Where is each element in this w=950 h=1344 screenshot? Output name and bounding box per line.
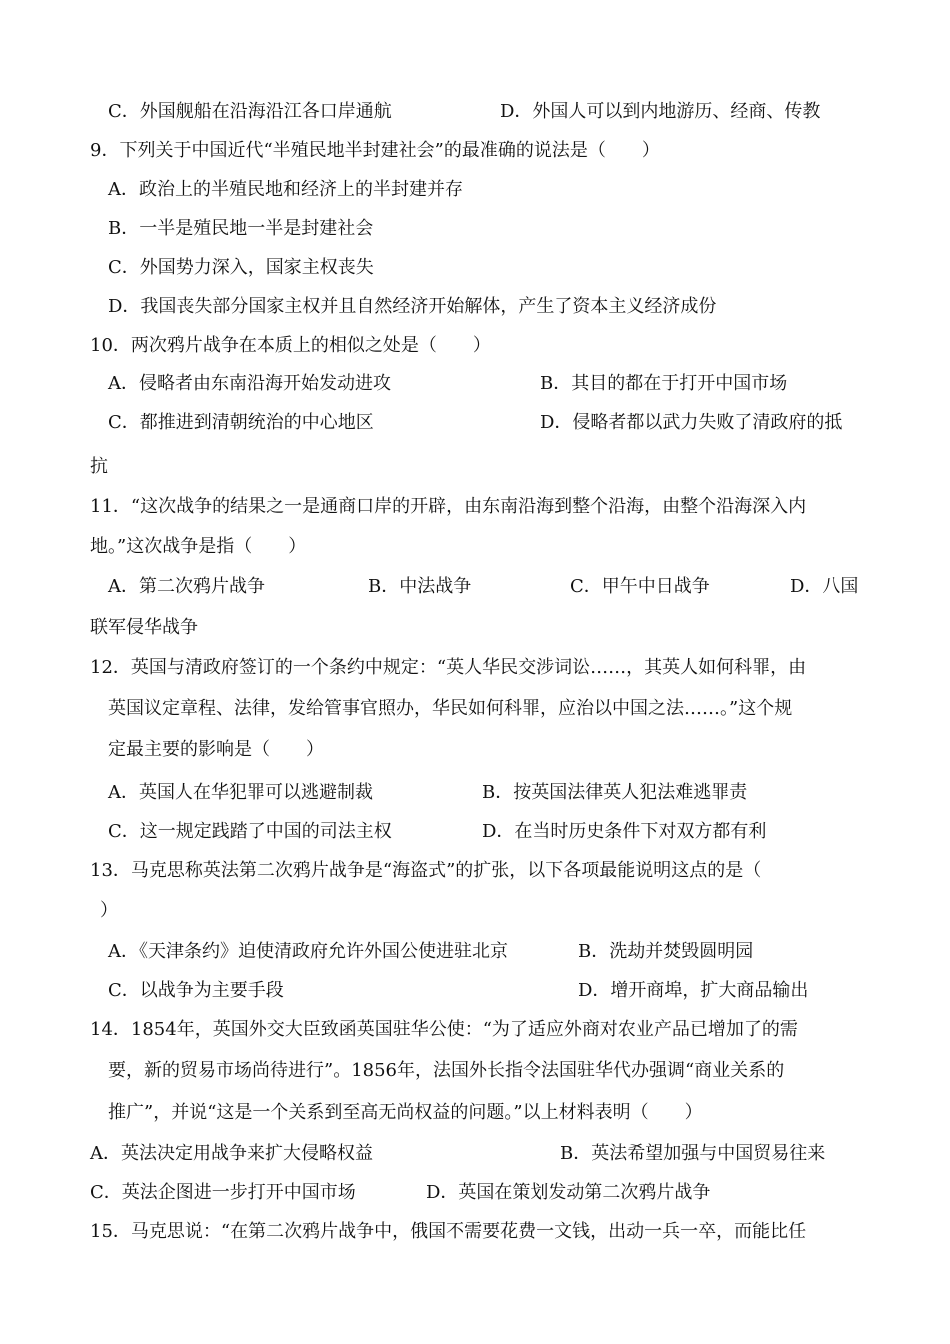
q14-option-d: D．英国在策划发动第二次鸦片战争 [426, 1182, 711, 1203]
q13-option-a: A．《天津条约》迫使清政府允许外国公使进驻北京 [108, 941, 508, 962]
q14-stem-line1: 14．1854年，英国外交大臣致函英国驻华公使：“为了适应外商对农业产品已增加了的需 [90, 1019, 798, 1040]
q11-option-d-continued: 联军侵华战争 [90, 617, 198, 638]
q14-stem-line3: 推广”，并说“这是一个关系到至高无尚权益的问题。”以上材料表明（ ） [108, 1102, 703, 1123]
q9-stem: 9．下列关于中国近代“半殖民地半封建社会”的最准确的说法是（ ） [90, 140, 660, 161]
q10-option-d: D．侵略者都以武力失败了清政府的抵 [540, 412, 843, 433]
q12-option-d: D．在当时历史条件下对双方都有利 [482, 821, 767, 842]
q11-option-c: C．甲午中日战争 [570, 576, 710, 597]
q9-option-a: A．政治上的半殖民地和经济上的半封建并存 [108, 179, 463, 200]
q11-option-b: B．中法战争 [368, 576, 472, 597]
q12-stem-line3: 定最主要的影响是（ ） [108, 739, 324, 760]
q11-option-d: D．八国 [790, 576, 859, 597]
q10-option-c: C．都推进到清朝统治的中心地区 [108, 412, 374, 433]
q9-option-c: C．外国势力深入，国家主权丧失 [108, 257, 374, 278]
q12-stem-line1: 12．英国与清政府签订的一个条约中规定：“英人华民交涉词讼……，其英人如何科罪，由 [90, 657, 807, 678]
q13-stem-line2: ） [100, 900, 118, 921]
q12-option-b: B．按英国法律英人犯法难逃罪责 [482, 782, 748, 803]
q13-option-c: C．以战争为主要手段 [108, 980, 284, 1001]
q10-stem: 10．两次鸦片战争在本质上的相似之处是（ ） [90, 335, 491, 356]
q13-stem-line1: 13．马克思称英法第二次鸦片战争是“海盗式”的扩张，以下各项最能说明这点的是（ [90, 860, 762, 881]
q14-stem-line2: 要，新的贸易市场尚待进行”。1856年，法国外长指令法国驻华代办强调“商业关系的 [108, 1060, 785, 1081]
q14-option-a: A．英法决定用战争来扩大侵略权益 [90, 1143, 373, 1164]
q15-stem-line1: 15．马克思说：“在第二次鸦片战争中，俄国不需要花费一文钱，出动一兵一卒，而能比任 [90, 1221, 807, 1242]
q8-option-c: C．外国舰船在沿海沿江各口岸通航 [108, 101, 392, 122]
q10-option-a: A．侵略者由东南沿海开始发动进攻 [108, 373, 391, 394]
q11-stem-line2: 地。”这次战争是指（ ） [90, 536, 307, 557]
q12-option-a: A．英国人在华犯罪可以逃避制裁 [108, 782, 373, 803]
q9-option-d: D．我国丧失部分国家主权并且自然经济开始解体，产生了资本主义经济成份 [108, 296, 717, 317]
q10-option-d-continued: 抗 [90, 456, 108, 477]
q12-option-c: C．这一规定践踏了中国的司法主权 [108, 821, 392, 842]
q9-option-b: B．一半是殖民地一半是封建社会 [108, 218, 374, 239]
q13-option-d: D．增开商埠，扩大商品输出 [578, 980, 809, 1001]
q11-stem-line1: 11．“这次战争的结果之一是通商口岸的开辟，由东南沿海到整个沿海，由整个沿海深入内 [90, 496, 807, 517]
q11-option-a: A．第二次鸦片战争 [108, 576, 265, 597]
q12-stem-line2: 英国议定章程、法律，发给管事官照办，华民如何科罪，应治以中国之法……。”这个规 [108, 698, 793, 719]
q10-option-b: B．其目的都在于打开中国市场 [540, 373, 788, 394]
q8-option-d: D．外国人可以到内地游历、经商、传教 [500, 101, 821, 122]
q14-option-b: B．英法希望加强与中国贸易往来 [560, 1143, 826, 1164]
q13-option-b: B．洗劫并焚毁圆明园 [578, 941, 754, 962]
q14-option-c: C．英法企图进一步打开中国市场 [90, 1182, 356, 1203]
